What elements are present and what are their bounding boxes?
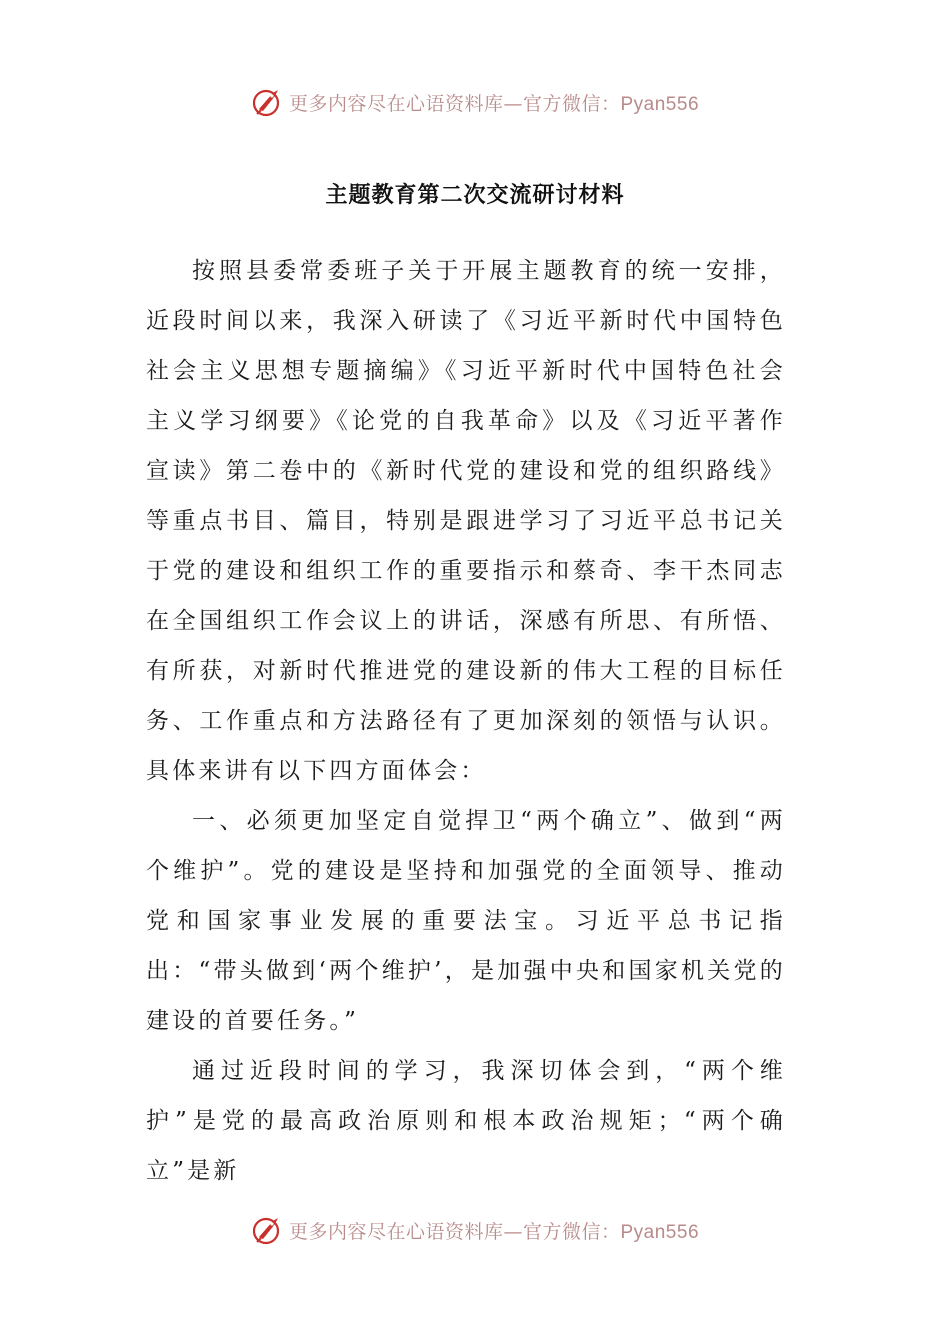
pen-nib-logo-icon: [251, 85, 285, 119]
document-title: 主题教育第二次交流研讨材料: [325, 182, 625, 208]
document-body: [146, 246, 786, 1196]
paragraph-intro: 按照县委常委班子关于开展主题教育的统一安排，近段时间以来，我深入研读了《习近平新时代中国特色社会主义思想专题摘编》《习近平新时代中国特色社会主义学习纲要》《论党的自我革命》以及《习近平著作宣读》第二卷中的《新时代党的建设和党的组织路线》等重点书目、篇目，特别是跟进学习了习近平总书记关于党的建设和组织工作的重要指示和蔡奇、李干杰同志在全国组织工作会议上的讲话，深感有所思、有所悟、有所获，对新时代推进党的建设新的伟大工程的目标任务、工作重点和方法路径有了更加深刻的领悟与认识。具体来讲有以下四方面体会：: [146, 258, 786, 784]
paragraph-study-reflection: 通过近段时间的学习，我深切体会到，“两个维护”是党的最高政治原则和根本政治规矩；“两个确立”是新: [146, 1058, 786, 1184]
footer-watermark-banner: [0, 1210, 950, 1250]
header-watermark-text: 更多内容尽在心语资料库—官方微信：Pyan556: [288, 92, 700, 115]
pen-nib-logo-icon: [251, 1213, 285, 1247]
paragraph-section-one: 一、必须更加坚定自觉捍卫“两个确立”、做到“两个维护”。党的建设是坚持和加强党的全面领导、推动党和国家事业发展的重要法宝。习近平总书记指出：“带头做到‘两个维护’，是加强中央和国家机关党的建设的首要任务。”: [146, 808, 786, 1034]
wechat-id: Pyan556: [620, 93, 700, 115]
header-watermark-banner: [0, 82, 950, 122]
wechat-id: Pyan556: [620, 1221, 700, 1243]
footer-watermark-text: 更多内容尽在心语资料库—官方微信：Pyan556: [288, 1220, 700, 1243]
